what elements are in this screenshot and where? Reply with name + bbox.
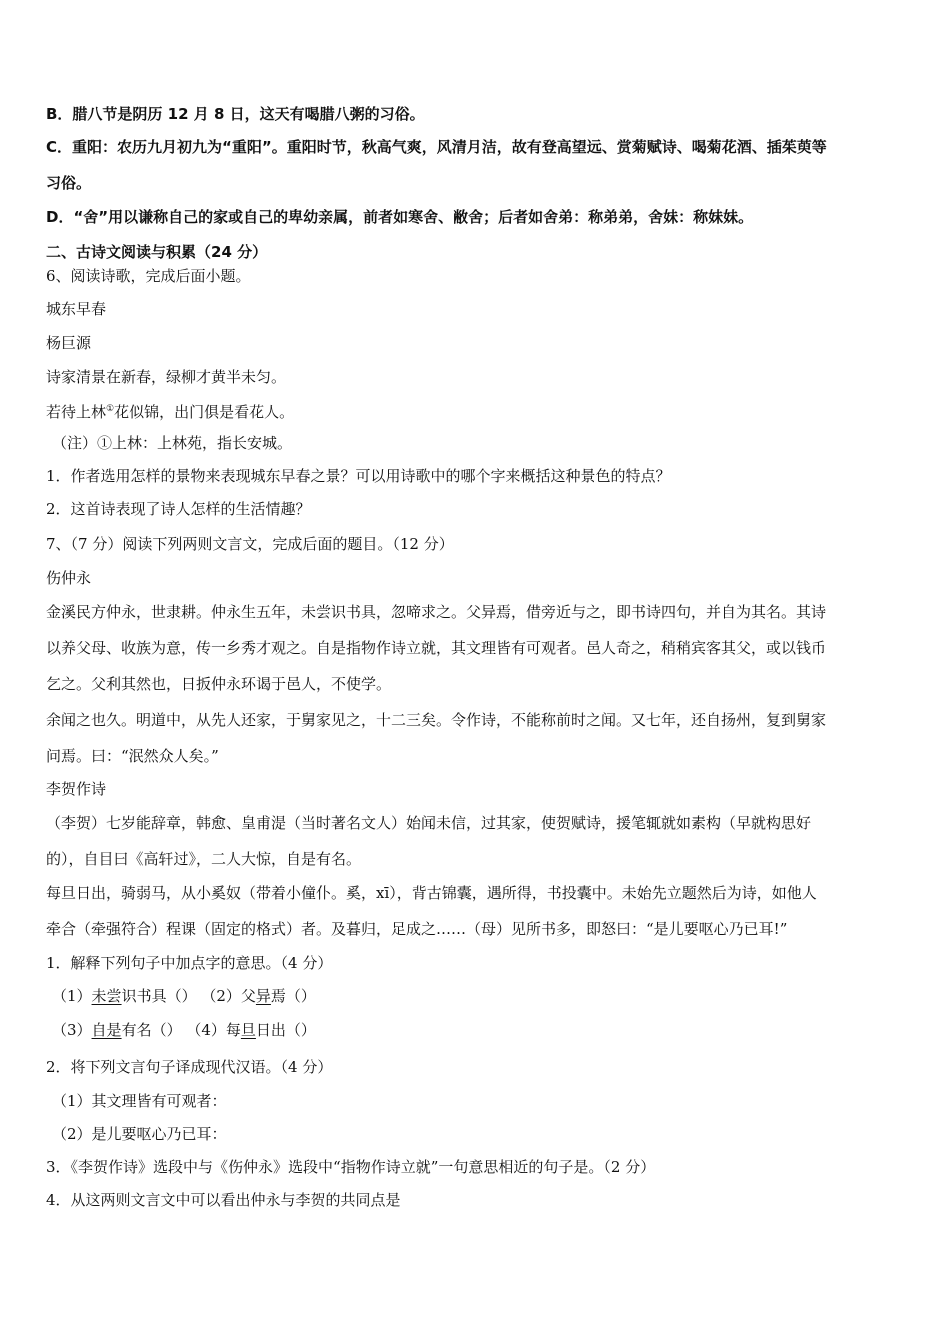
q7-sub1-row2 (52, 1020, 316, 1040)
text1-p2-l2: 问焉。曰：“泯然众人矣。” (46, 747, 219, 765)
q7-sub2-a: （1）其文理皆有可观者： (52, 1092, 227, 1110)
q6-sub1: 1．作者选用怎样的景物来表现城东早春之景？可以用诗歌中的哪个字来概括这种景色的特点？ (46, 467, 671, 485)
text1-p1-l3: 乞之。父利其然也，日扳仲永环谒于邑人，不使学。 (46, 675, 392, 693)
text2-p2-l2: 牵合（牵强符合）程课（固定的格式）者。及暮归，足成之……（母）见所书多，即怒曰：“是儿要呕心乃已耳!” (46, 920, 788, 938)
option-b: B．腊八节是阴历 12 月 8 日，这天有喝腊八粥的习俗。 (46, 105, 425, 123)
poem-line-2-b: 花似锦，出门俱是看花人。 (114, 403, 295, 421)
footnote-mark: ① (106, 404, 115, 414)
option-c-line1: C．重阳：农历九月初九为“重阳”。重阳时节，秋高气爽，风清月洁，故有登高望远、赏菊赋诗、喝菊花酒、插茱萸等 (46, 138, 827, 156)
text2-p1-l2: 的），自目曰《高轩过》，二人大惊，自是有名。 (46, 850, 362, 868)
q6-sub2: 2．这首诗表现了诗人怎样的生活情趣？ (46, 500, 311, 518)
q7-sub3: 3．《李贺作诗》选段中与《伤仲永》选段中“指物作诗立就”一句意思相近的句子是。（2 分） (46, 1158, 656, 1176)
sub1-item2: （2）父异焉（） (201, 987, 316, 1005)
poem-title: 城东早春 (46, 300, 107, 318)
sub1-item1: （1）未尝识书具（） (52, 987, 197, 1005)
q7-sub1-row1 (52, 986, 316, 1006)
option-d: D．“舍”用以谦称自己的家或自己的卑幼亲属，前者如寒舍、敝舍；后者如舍弟：称弟弟，舍妹：称妹妹。 (46, 208, 754, 226)
poem-line-1: 诗家清景在新春，绿柳才黄半未匀。 (46, 368, 287, 386)
q7-sub2: 2．将下列文言句子译成现代汉语。（4 分） (46, 1058, 333, 1076)
poem-note: （注）①上林：上林苑，指长安城。 (52, 434, 293, 452)
section-heading: 二、古诗文阅读与积累（24 分） (46, 243, 268, 261)
text1-p2-l1: 余闻之也久。明道中，从先人还家，于舅家见之，十二三矣。令作诗，不能称前时之闻。又七年，还自扬州，复到舅家 (46, 711, 827, 729)
q7-sub4: 4．从这两则文言文中可以看出仲永与李贺的共同点是 (46, 1191, 401, 1209)
text2-p1-l1: （李贺）七岁能辞章，韩愈、皇甫湜（当时著名文人）始闻未信，过其家，使贺赋诗，援笔辄就如素构（早就构思好 (46, 814, 812, 832)
sub1-item3: （3）自是有名（） (52, 1021, 182, 1039)
sub1-item4: （4）每旦日出（） (186, 1021, 316, 1039)
option-c-line2: 习俗。 (46, 174, 92, 192)
q6-prompt: 6、阅读诗歌，完成后面小题。 (46, 267, 251, 285)
text2-p2-l1: 每旦日出，骑弱马，从小奚奴（带着小僮仆。奚，xī），背古锦囊，遇所得，书投囊中。未始先立题然后为诗，如他人 (46, 884, 817, 902)
text1-p1-l1: 金溪民方仲永，世隶耕。仲永生五年，未尝识书具，忽啼求之。父异焉，借旁近与之，即书诗四句，并自为其名。其诗 (46, 603, 827, 621)
text2-title: 李贺作诗 (46, 780, 107, 798)
q7-prompt: 7、（7 分）阅读下列两则文言文，完成后面的题目。（12 分） (46, 535, 454, 553)
poem-author: 杨巨源 (46, 334, 92, 352)
q7-sub2-b: （2）是儿要呕心乃已耳： (52, 1125, 227, 1143)
poem-line-2 (46, 399, 294, 422)
poem-line-2-a: 若待上林 (46, 403, 107, 421)
text1-title: 伤仲永 (46, 569, 92, 587)
q7-sub1: 1．解释下列句子中加点字的意思。（4 分） (46, 954, 333, 972)
text1-p1-l2: 以养父母、收族为意，传一乡秀才观之。自是指物作诗立就，其文理皆有可观者。邑人奇之，稍稍宾客其父，或以钱币 (46, 639, 827, 657)
